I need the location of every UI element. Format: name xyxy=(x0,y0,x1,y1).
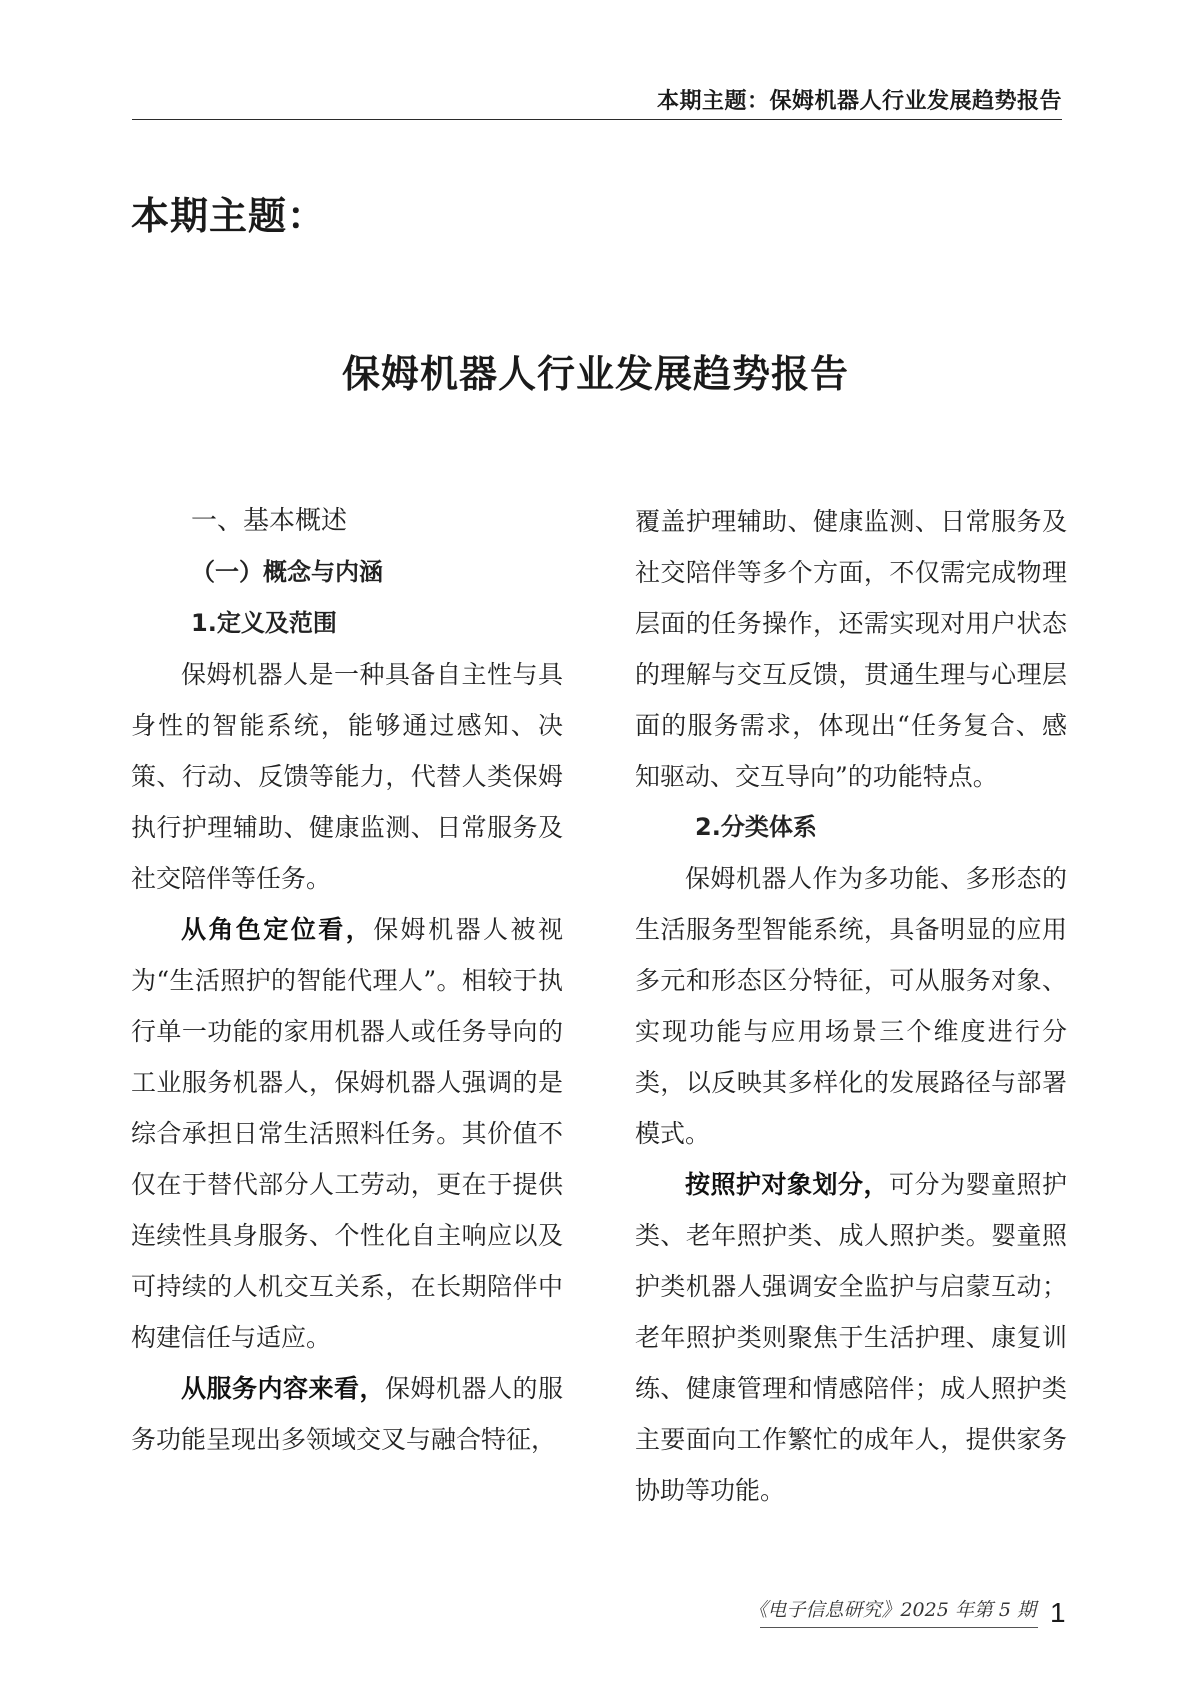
heading-level-3-classification: 2.分类体系 xyxy=(695,813,817,841)
paragraph-role xyxy=(131,904,563,1363)
document-title: 保姆机器人行业发展趋势报告 xyxy=(341,351,849,396)
paragraph-by-care-target-lead: 按照护对象划分， xyxy=(685,1170,889,1199)
section-label: 本期主题： xyxy=(131,194,327,238)
journal-citation: 《电子信息研究》2025 年第 5 期 xyxy=(748,1599,1036,1621)
heading-level-1: 一、基本概述 xyxy=(191,506,348,536)
footer-divider xyxy=(760,1627,1038,1628)
paragraph-service-text: 保姆机器人的服务功能呈现出多领域交叉与融合特征， xyxy=(131,1374,563,1454)
paragraph-service-lead: 从服务内容来看， xyxy=(181,1374,385,1403)
left-column xyxy=(131,496,563,1465)
paragraph-role-text: 保姆机器人被视为“生活照护的智能代理人”。相较于执行单一功能的家用机器人或任务导向的工业服务机器人，保姆机器人强调的是综合承担日常生活照料任务。其价值不仅在于替代部分人工劳动，更在于提供连续性具身服务、个性化自主响应以及可持续的人机交互关系，在长期陪伴中构建信任与适应。 xyxy=(131,915,563,1352)
running-header-title: 本期主题：保姆机器人行业发展趋势报告 xyxy=(656,89,1062,114)
paragraph-role-lead: 从角色定位看， xyxy=(181,915,374,944)
page-number: 1 xyxy=(1050,1597,1066,1628)
paragraph-by-care-target xyxy=(635,1159,1067,1516)
paragraph-service xyxy=(131,1363,563,1465)
right-column xyxy=(635,496,1067,1516)
paragraph-by-care-target-text: 可分为婴童照护类、老年照护类、成人照护类。婴童照护类机器人强调安全监护与启蒙互动；老年照护类则聚焦于生活护理、康复训练、健康管理和情感陪伴；成人照护类主要面向工作繁忙的成年人，提供家务协助等功能。 xyxy=(635,1170,1067,1505)
heading-level-2: （一）概念与内涵 xyxy=(191,558,383,586)
paragraph-service-continued: 覆盖护理辅助、健康监测、日常服务及社交陪伴等多个方面，不仅需完成物理层面的任务操作，还需实现对用户状态的理解与交互反馈，贯通生理与心理层面的服务需求，体现出“任务复合、感知驱动、交互导向”的功能特点。 xyxy=(635,507,1067,791)
heading-level-3: 1.定义及范围 xyxy=(191,609,337,637)
running-header xyxy=(132,84,1062,120)
paragraph-classification: 保姆机器人作为多功能、多形态的生活服务型智能系统，具备明显的应用多元和形态区分特征，可从服务对象、实现功能与应用场景三个维度进行分类，以反映其多样化的发展路径与部署模式。 xyxy=(635,864,1067,1148)
paragraph-definition: 保姆机器人是一种具备自主性与具身性的智能系统，能够通过感知、决策、行动、反馈等能力，代替人类保姆执行护理辅助、健康监测、日常服务及社交陪伴等任务。 xyxy=(131,660,563,893)
